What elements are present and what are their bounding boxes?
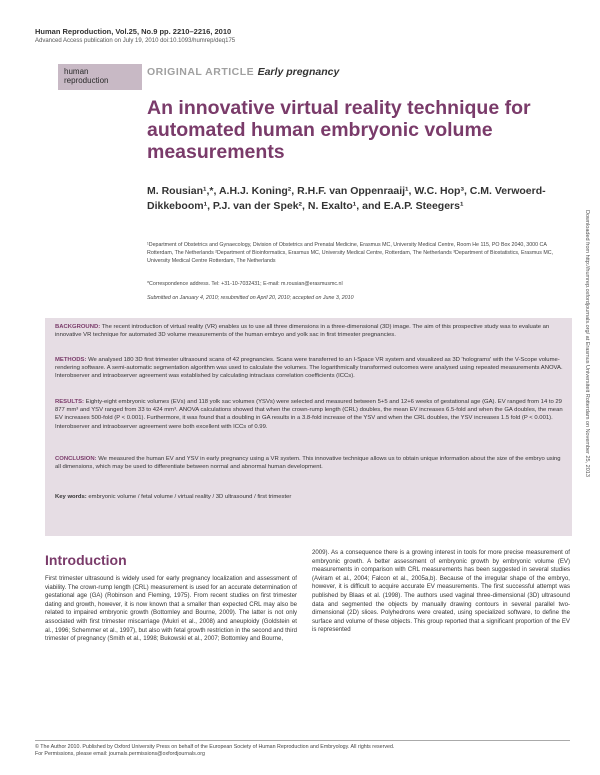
- permissions-line: For Permissions, please email: journals.permissions@oxfordjournals.org: [35, 751, 205, 757]
- abstract-results-text: Eighty-eight embryonic volumes (EVs) and 118 yolk sac volumes (YSVs) were selected and measured between 5+5 and 12+6 weeks of gestational age (GA). EV ranged from 14 to 29 877 mm³ and YSV ranged from 33 to 424 mm³. ANOVA calculations showed that when the crown-rump length (CRL) doubles, the mean EV increases 6.5-fold and when the GA doubles, the mean EV increases 500-fold (P < 0.001). Furthermore, it was found that a doubling in GA results in a 3.8-fold increase of the YSV and when the CRL doubles, the YSV increases 1.5 fold (P < 0.001). Interobserver and intraobserver agreement were both excellent with ICCs of 0.99.: [55, 399, 563, 430]
- abstract-results-heading: RESULTS:: [55, 399, 85, 405]
- logo-line-2: reproduction: [64, 76, 109, 85]
- keywords-list: embryonic volume / fetal volume / virtual reality / 3D ultrasound / first trimester: [88, 494, 292, 500]
- abstract-conclusion: [55, 455, 563, 471]
- author-list: M. Rousian¹,*, A.H.J. Koning², R.H.F. van Oppenraaij¹, W.C. Hop³, C.M. Verwoerd-Dikkeboom¹, P.J. van der Spek², N. Exalto¹, and E.A.P. Steegers¹: [147, 185, 546, 212]
- abstract-results: [55, 398, 563, 431]
- footer-divider: [35, 740, 570, 741]
- article-section-tag: [147, 66, 339, 78]
- abstract-methods: [55, 356, 563, 381]
- abstract-methods-text: We analysed 180 3D first trimester ultrasound scans of 42 pregnancies. Scans were transferred to an I-Space VR system and visualized as 3D 'holograms' with the V-Scope volume-rendering software. A semi-automatic segmentation algorithm was used to calculate the volumes. The logarithmically transformed outcomes were analysed using repeated measurements ANOVA. Interobserver and intraobserver agreement was established by calculating intraclass correlation coefficients (ICCs).: [55, 357, 563, 380]
- introduction-column-left: First trimester ultrasound is widely used for early pregnancy localization and assessment of viability. The crown-rump length (CRL) measurement is used for an accurate determination of gestational age (GA) (Robinson and Fleming, 1975). From recent studies on first trimester dating and growth, however, it is now known that a smaller than expected CRL may also be related to impaired embryonic growth (Bottomley and Bourne, 2009). The latter is not only associated with first trimester miscarriage (Mukri et al., 2008) and aneuploidy (Goldstein et al., 1996; Schemmer et al., 1997), but also with fetal growth restriction in the second and third trimester of pregnancy (Smith et al., 1998; Bukowski et al., 2007; Bottomley and Bourne,: [45, 575, 298, 643]
- submission-dates: Submitted on January 4, 2010; resubmitted on April 20, 2010; accepted on June 3, 2010: [147, 295, 354, 301]
- abstract-conclusion-text: We measured the human EV and YSV in early pregnancy using a VR system. This innovative technique allows us to obtain unique information about the size of the embryo using all dimensions, which may be used to differentiate between normal and abnormal human development.: [55, 456, 561, 471]
- abstract-background: [55, 323, 563, 339]
- introduction-heading: Introduction: [45, 552, 127, 568]
- article-title: An innovative virtual reality technique for automated human embryonic volume measurements: [147, 97, 531, 163]
- access-doi-line: Advanced Access publication on July 19, 2010 doi:10.1093/humrep/deq175: [35, 38, 236, 44]
- copyright-footer: [35, 744, 394, 758]
- keywords: [55, 493, 563, 501]
- introduction-column-right: 2009). As a consequence there is a growing interest in tools for more precise measurement of embryonic growth. A better assessment of embryonic growth by embryonic volume (EV) measurements in comparison with CRL measurements has been suggested in several studies (Aviram et al., 2004; Falcon et al., 2005a,b). Because of the irregular shape of the embryo, however, it is difficult to acquire accurate EV measurements. The first successful attempt was published by Blaas et al. (1998). The authors used vaginal three-dimensional (3D) ultrasound data and segmented the objects by manually drawing contours in several parallel two-dimensional (2D) slices. Polyhedrons were created, using specialized software, to define the surface and volume of these objects. This group reported that a significant proportion of the EV is represented: [312, 549, 570, 634]
- abstract-methods-heading: METHODS:: [55, 357, 87, 363]
- correspondence-address: *Correspondence address. Tel: +31-10-7032431; E-mail: m.rousian@erasmusmc.nl: [147, 281, 343, 287]
- affiliations: ¹Department of Obstetrics and Gynaecology, Division of Obstetrics and Prenatal Medicine, Erasmus MC, University Medical Centre, Room He 115, PO Box 2040, 3000 CA Rotterdam, The Netherlands ²Department of Bioinformatics, Erasmus MC, University Medical Centre, Rotterdam, The Netherlands ³Department of Biostatistics, Erasmus MC, University Medical Centre Rotterdam, The Netherlands: [147, 242, 554, 264]
- abstract-conclusion-heading: CONCLUSION:: [55, 456, 97, 462]
- section-subtopic: Early pregnancy: [257, 66, 340, 78]
- abstract-box: [45, 318, 572, 536]
- journal-logo: [58, 64, 142, 90]
- download-watermark: Downloaded from http://humrep.oxfordjournals.org/ at Erasmus Universiteit Rotterdam on November 25, 2013: [584, 210, 590, 477]
- logo-line-1: human: [64, 67, 89, 76]
- section-label: ORIGINAL ARTICLE: [147, 66, 255, 78]
- abstract-background-text: The recent introduction of virtual reality (VR) enables us to use all three dimensions in a three-dimensional (3D) image. The aim of this prospective study was to evaluate an innovative VR technique for automated 3D volume measurements of the human embryo and yolk sac in first trimester pregnancies.: [55, 324, 550, 339]
- journal-citation: Human Reproduction, Vol.25, No.9 pp. 2210–2216, 2010: [35, 27, 232, 36]
- abstract-background-heading: BACKGROUND:: [55, 324, 101, 330]
- copyright-line: © The Author 2010. Published by Oxford University Press on behalf of the European Society of Human Reproduction and Embryology. All rights reserved.: [35, 744, 395, 750]
- keywords-heading: Key words:: [55, 494, 87, 500]
